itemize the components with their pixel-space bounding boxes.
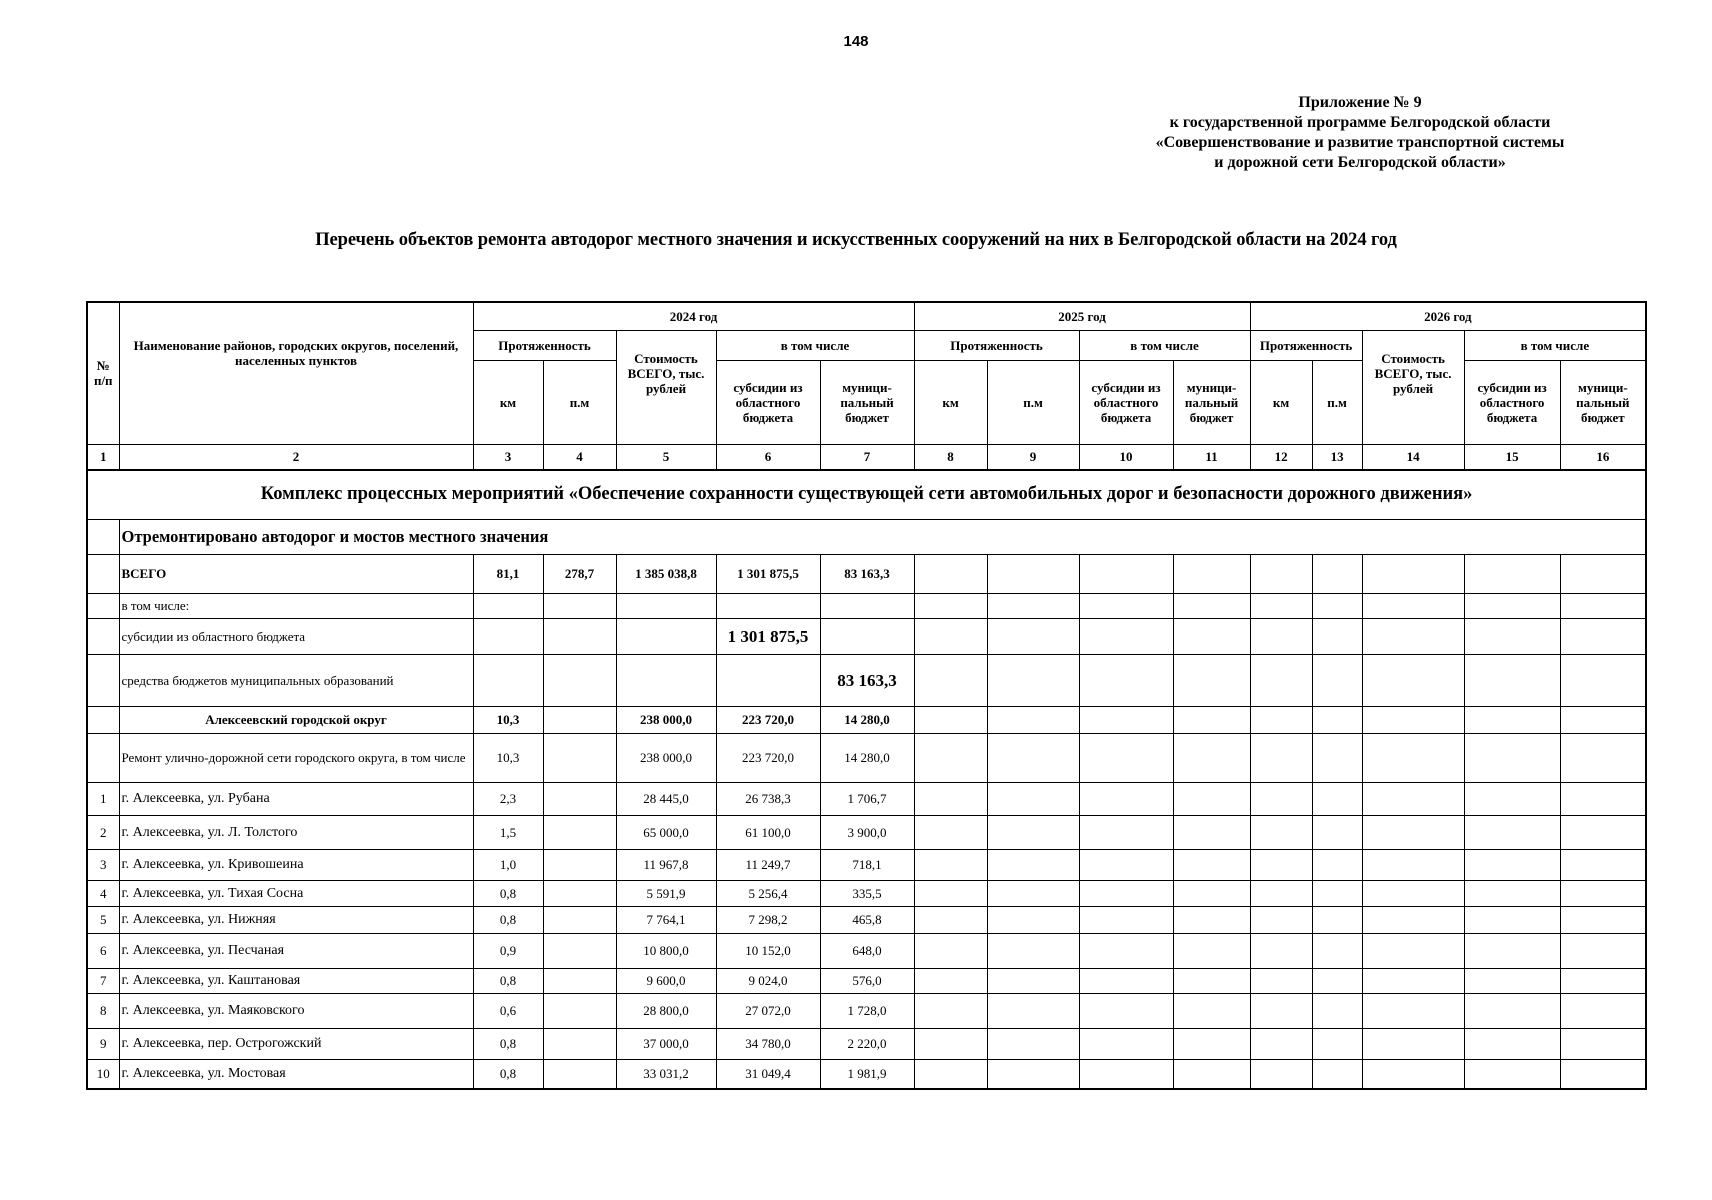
- col-number: 10: [1079, 444, 1173, 470]
- col-number: 4: [543, 444, 616, 470]
- item-km: 0,8: [473, 968, 543, 993]
- item-municipal: 2 220,0: [820, 1028, 914, 1059]
- item-cost: 28 800,0: [616, 993, 716, 1028]
- item-cost: 65 000,0: [616, 815, 716, 849]
- col-number: 14: [1362, 444, 1464, 470]
- header-2026-pm: п.м: [1312, 360, 1362, 444]
- item-km: 1,0: [473, 849, 543, 880]
- total-subsidy: 1 301 875,5: [716, 554, 820, 593]
- item-km: 1,5: [473, 815, 543, 849]
- including-label: в том числе:: [119, 593, 473, 618]
- header-2025-length: Протяженность: [914, 330, 1079, 360]
- item-municipal: 465,8: [820, 906, 914, 933]
- item-subsidy: 26 738,3: [716, 782, 820, 815]
- table-row: [87, 1028, 1646, 1059]
- district-km: 10,3: [473, 706, 543, 733]
- including-row: [87, 593, 1646, 618]
- item-cost: 5 591,9: [616, 880, 716, 906]
- item-number: 2: [87, 815, 119, 849]
- item-number: 5: [87, 906, 119, 933]
- item-subsidy: 34 780,0: [716, 1028, 820, 1059]
- page-number: 148: [843, 33, 869, 50]
- header-2025: 2025 год: [914, 302, 1250, 330]
- item-km: 0,9: [473, 933, 543, 968]
- item-cost: 33 031,2: [616, 1059, 716, 1089]
- header-2024-cost: Стоимость ВСЕГО, тыс. рублей: [616, 330, 716, 444]
- col-number: 7: [820, 444, 914, 470]
- col-number: 9: [987, 444, 1079, 470]
- header-2024-municipal: муници-пальный бюджет: [820, 360, 914, 444]
- table-row: [87, 968, 1646, 993]
- item-name: г. Алексеевка, ул. Каштановая: [119, 968, 473, 993]
- district-subsidy: 223 720,0: [716, 706, 820, 733]
- item-cost: 37 000,0: [616, 1028, 716, 1059]
- header-2024: 2024 год: [473, 302, 914, 330]
- header-num: № п/п: [87, 302, 119, 444]
- repair-subsidy: 223 720,0: [716, 733, 820, 782]
- item-km: 0,8: [473, 906, 543, 933]
- total-cost: 1 385 038,8: [616, 554, 716, 593]
- item-municipal: 1 981,9: [820, 1059, 914, 1089]
- item-subsidy: 7 298,2: [716, 906, 820, 933]
- header-2026-subsidy: субсидии из областного бюджета: [1464, 360, 1560, 444]
- item-subsidy: 31 049,4: [716, 1059, 820, 1089]
- col-number: 3: [473, 444, 543, 470]
- item-subsidy: 10 152,0: [716, 933, 820, 968]
- header-2024-km: км: [473, 360, 543, 444]
- item-name: г. Алексеевка, ул. Кривошеина: [119, 849, 473, 880]
- item-number: 3: [87, 849, 119, 880]
- header-2026-km: км: [1250, 360, 1312, 444]
- item-subsidy: 5 256,4: [716, 880, 820, 906]
- repair-cost: 238 000,0: [616, 733, 716, 782]
- col-number: 6: [716, 444, 820, 470]
- item-subsidy: 27 072,0: [716, 993, 820, 1028]
- item-name: г. Алексеевка, ул. Тихая Сосна: [119, 880, 473, 906]
- repair-municipal: 14 280,0: [820, 733, 914, 782]
- col-number: 1: [87, 444, 119, 470]
- item-subsidy: 61 100,0: [716, 815, 820, 849]
- appendix-line-1: Приложение № 9: [1298, 94, 1422, 111]
- total-label: ВСЕГО: [119, 554, 473, 593]
- item-km: 0,8: [473, 1028, 543, 1059]
- table-row: [87, 782, 1646, 815]
- table-row: [87, 880, 1646, 906]
- col-number: 12: [1250, 444, 1312, 470]
- table-row: [87, 933, 1646, 968]
- item-km: 0,6: [473, 993, 543, 1028]
- appendix-header: [1110, 93, 1610, 173]
- table-row: [87, 849, 1646, 880]
- item-number: 9: [87, 1028, 119, 1059]
- table-row: [87, 993, 1646, 1028]
- col-number: 5: [616, 444, 716, 470]
- subsidies-label: субсидии из областного бюджета: [119, 618, 473, 654]
- col-number: 13: [1312, 444, 1362, 470]
- total-km: 81,1: [473, 554, 543, 593]
- col-number: 15: [1464, 444, 1560, 470]
- document-title: Перечень объектов ремонта автодорог местного значения и искусственных сооружений на них в Белгородской области на 2024 год: [315, 230, 1397, 250]
- repair-row: [87, 733, 1646, 782]
- header-2025-pm: п.м: [987, 360, 1079, 444]
- item-number: 4: [87, 880, 119, 906]
- item-name: г. Алексеевка, ул. Рубана: [119, 782, 473, 815]
- district-cost: 238 000,0: [616, 706, 716, 733]
- item-municipal: 648,0: [820, 933, 914, 968]
- total-row: [87, 554, 1646, 593]
- item-cost: 10 800,0: [616, 933, 716, 968]
- table-row: [87, 906, 1646, 933]
- item-municipal: 3 900,0: [820, 815, 914, 849]
- repair-km: 10,3: [473, 733, 543, 782]
- item-name: г. Алексеевка, ул. Маяковского: [119, 993, 473, 1028]
- item-name: г. Алексеевка, ул. Мостовая: [119, 1059, 473, 1089]
- total-municipal: 83 163,3: [820, 554, 914, 593]
- item-number: 1: [87, 782, 119, 815]
- header-2026-length: Протяженность: [1250, 330, 1362, 360]
- subsidies-value: 1 301 875,5: [716, 618, 820, 654]
- district-label: Алексеевский городской округ: [119, 706, 473, 733]
- table-row: [87, 1059, 1646, 1089]
- item-municipal: 718,1: [820, 849, 914, 880]
- repair-label: Ремонт улично-дорожной сети городского округа, в том числе: [119, 733, 473, 782]
- header-2025-km: км: [914, 360, 987, 444]
- item-name: г. Алексеевка, ул. Л. Толстого: [119, 815, 473, 849]
- item-number: 7: [87, 968, 119, 993]
- item-cost: 9 600,0: [616, 968, 716, 993]
- item-municipal: 576,0: [820, 968, 914, 993]
- item-number: 8: [87, 993, 119, 1028]
- header-name: Наименование районов, городских округов, поселений, населенных пунктов: [119, 302, 473, 444]
- item-municipal: 1 706,7: [820, 782, 914, 815]
- item-cost: 7 764,1: [616, 906, 716, 933]
- district-row: [87, 706, 1646, 733]
- appendix-line-4: и дорожной сети Белгородской области»: [1214, 154, 1506, 171]
- header-2026-incl: в том числе: [1464, 330, 1646, 360]
- appendix-line-3: «Совершенствование и развитие транспортной системы: [1155, 134, 1565, 151]
- item-km: 0,8: [473, 880, 543, 906]
- item-name: г. Алексеевка, ул. Песчаная: [119, 933, 473, 968]
- header-2025-incl: в том числе: [1079, 330, 1250, 360]
- item-cost: 11 967,8: [616, 849, 716, 880]
- header-2026-cost: Стоимость ВСЕГО, тыс. рублей: [1362, 330, 1464, 444]
- header-2026-municipal: муници-пальный бюджет: [1560, 360, 1646, 444]
- subsidies-row: [87, 618, 1646, 654]
- item-number: 10: [87, 1059, 119, 1089]
- item-km: 0,8: [473, 1059, 543, 1089]
- objects-table: [86, 301, 1647, 1090]
- subsection-title: Отремонтировано автодорог и мостов местного значения: [119, 519, 1646, 554]
- municipal-row: [87, 654, 1646, 706]
- item-subsidy: 9 024,0: [716, 968, 820, 993]
- header-2024-pm: п.м: [543, 360, 616, 444]
- appendix-line-2: к государственной программе Белгородской области: [1169, 114, 1551, 131]
- item-km: 2,3: [473, 782, 543, 815]
- item-municipal: 1 728,0: [820, 993, 914, 1028]
- header-2025-municipal: муници-пальный бюджет: [1173, 360, 1250, 444]
- col-number: 8: [914, 444, 987, 470]
- total-pm: 278,7: [543, 554, 616, 593]
- col-number: 11: [1173, 444, 1250, 470]
- item-cost: 28 445,0: [616, 782, 716, 815]
- municipal-label: средства бюджетов муниципальных образований: [119, 654, 473, 706]
- col-number: 2: [119, 444, 473, 470]
- header-2024-incl: в том числе: [716, 330, 914, 360]
- district-municipal: 14 280,0: [820, 706, 914, 733]
- item-number: 6: [87, 933, 119, 968]
- section-title: Комплекс процессных мероприятий «Обеспечение сохранности существующей сети автомобильных дорог и безопасности дорожного движения»: [87, 470, 1646, 520]
- table-row: [87, 815, 1646, 849]
- item-municipal: 335,5: [820, 880, 914, 906]
- header-2024-subsidy: субсидии из областного бюджета: [716, 360, 820, 444]
- item-name: г. Алексеевка, ул. Нижняя: [119, 906, 473, 933]
- item-name: г. Алексеевка, пер. Острогожский: [119, 1028, 473, 1059]
- header-2024-length: Протяженность: [473, 330, 616, 360]
- header-2025-subsidy: субсидии из областного бюджета: [1079, 360, 1173, 444]
- municipal-value: 83 163,3: [820, 654, 914, 706]
- col-number: 16: [1560, 444, 1646, 470]
- header-2026: 2026 год: [1250, 302, 1646, 330]
- item-subsidy: 11 249,7: [716, 849, 820, 880]
- column-number-row: [87, 444, 1646, 470]
